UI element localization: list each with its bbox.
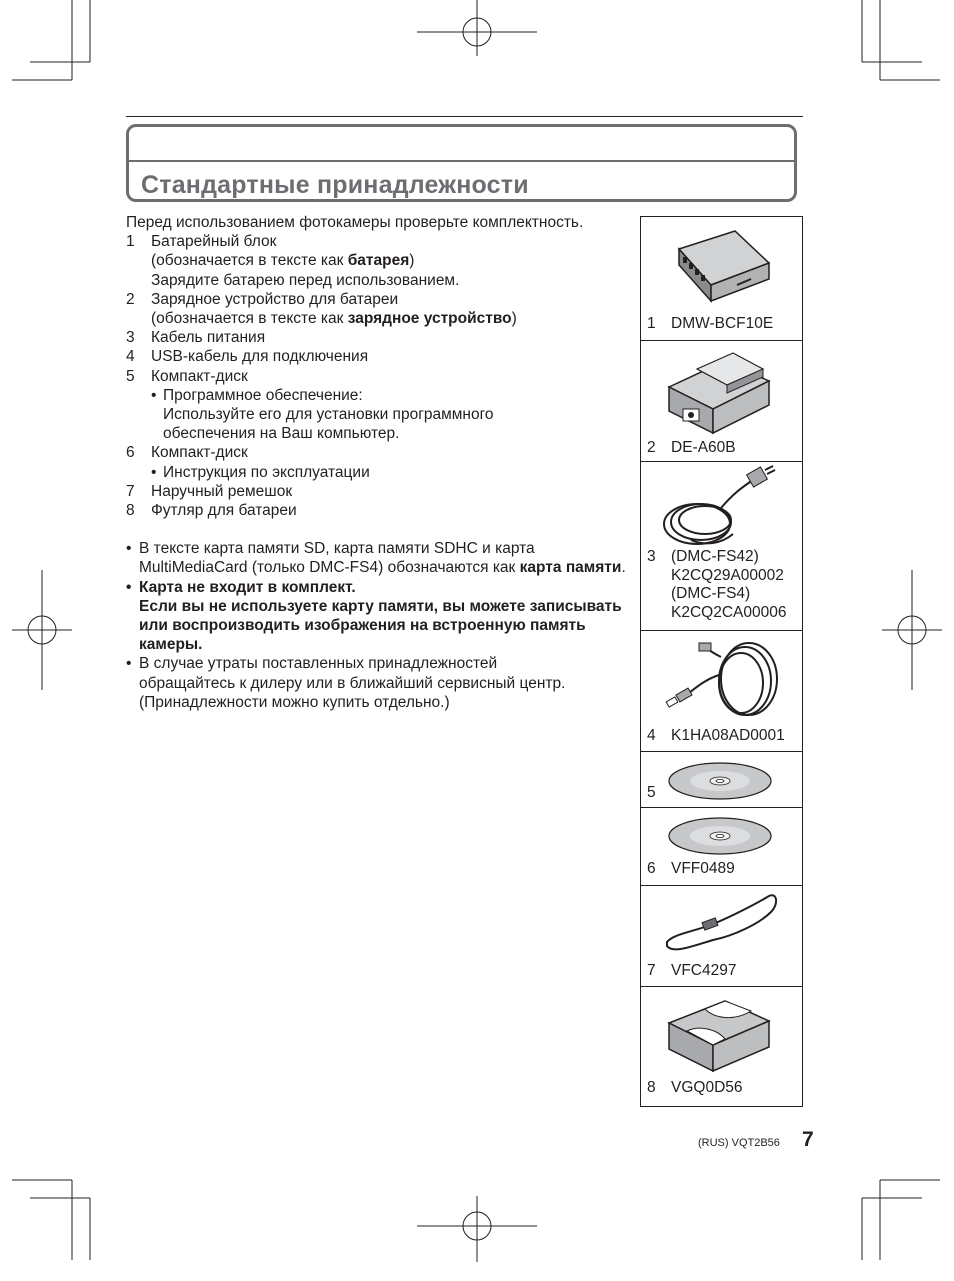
list-item: 8 Футляр для батареи (126, 502, 297, 520)
part-cell-cd-manual (641, 808, 802, 886)
part-cell-battery (641, 217, 802, 341)
part-cell-usb-cable (641, 631, 802, 752)
list-item: 2 Зарядное устройство для батареи (126, 290, 399, 308)
strap-icon (663, 890, 781, 958)
note-memory-card: • В тексте карта памяти SD, карта памяти SDHC и карта MultiMediaCard (только DMC-FS4) обозначаются как карта памяти. (126, 540, 626, 577)
list-item: 1 Батарейный блок (126, 233, 277, 251)
power-cable-icon (661, 464, 781, 548)
part-cell-battery-case (641, 987, 802, 1106)
section-title-box (126, 124, 797, 202)
sub-item-text: Используйте его для установки программного (163, 406, 494, 424)
part-label: 6 VFF0489 (647, 860, 735, 877)
list-item: 3 Кабель питания (126, 329, 266, 347)
part-label: 7 VFC4297 (647, 962, 737, 979)
sub-item: • Инструкция по эксплуатации (151, 463, 370, 481)
accessories-column (640, 216, 803, 1107)
list-item: 4 USB-кабель для подключения (126, 348, 369, 366)
list-item: 5 Компакт-диск (126, 367, 248, 385)
item-extra: Зарядите батарею перед использованием. (151, 271, 460, 289)
title-band (129, 127, 794, 162)
cd-icon (667, 761, 773, 801)
part-cell-charger (641, 341, 802, 462)
page-title: Стандартные принадлежности (141, 171, 529, 199)
note-lost-accessories: • В случае утраты поставленных принадлежностей обращайтесь к дилеру или в ближайший сервисный центр. (Принадлежности можно купить отдельно.) (126, 655, 566, 711)
list-item: 7 Наручный ремешок (126, 482, 293, 500)
part-cell-cd-software (641, 752, 802, 808)
usb-cable-icon (659, 635, 783, 725)
part-label: 2 DE-A60B (647, 439, 736, 456)
item-note: (обозначается в тексте как зарядное устройство) (151, 310, 517, 328)
battery-case-icon (665, 995, 775, 1077)
intro-text: Перед использованием фотокамеры проверьте комплектность. (126, 214, 584, 231)
part-label: 3 (DMC-FS42) K2CQ29A00002 (DMC-FS4) K2CQ2CA00006 (647, 548, 787, 621)
part-cell-power-cable (641, 462, 802, 631)
charger-icon (663, 347, 775, 439)
footer-code: (RUS) VQT2B56 (698, 1137, 780, 1149)
part-label: 1 DMW-BCF10E (647, 315, 774, 332)
body-text (126, 213, 626, 712)
part-label: 5 (647, 784, 656, 801)
note-card-not-included: • Карта не входит в комплект. Если вы не используете карту памяти, вы можете записывать или воспроизводить изображения на встроенную память камеры. (126, 578, 622, 654)
sub-item: • Программное обеспечение: (151, 386, 363, 404)
page-number: 7 (802, 1128, 814, 1151)
top-rule (126, 116, 803, 117)
part-cell-strap (641, 886, 802, 987)
item-note: (обозначается в тексте как батарея) (151, 252, 415, 270)
cd-icon (667, 816, 773, 856)
battery-icon (669, 227, 777, 315)
part-label: 8 VGQ0D56 (647, 1079, 743, 1096)
sub-item-text: обеспечения на Ваш компьютер. (163, 425, 400, 443)
part-label: 4 K1HA08AD0001 (647, 727, 785, 744)
list-item: 6 Компакт-диск (126, 444, 248, 462)
